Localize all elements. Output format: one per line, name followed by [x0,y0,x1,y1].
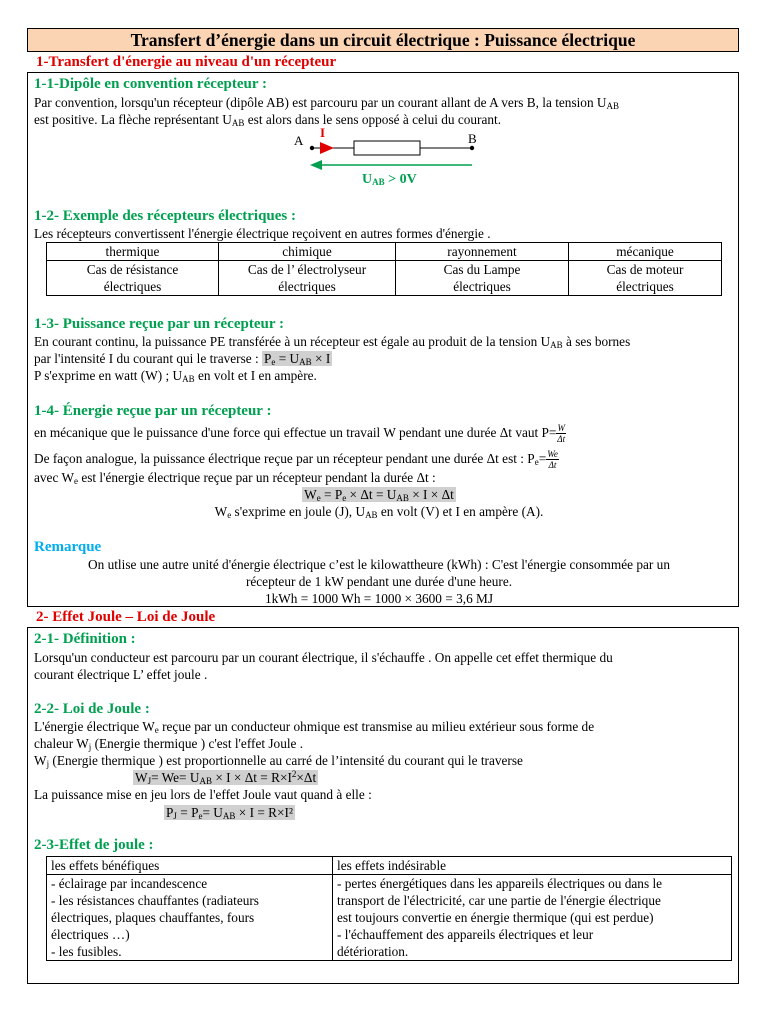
remark-text [34,556,724,607]
s14-heading: 1-4- Énergie reçue par un récepteur : [34,403,272,419]
remark-heading: Remarque [34,539,102,555]
voltage-label: $U_{AB} > 0V$ [362,172,417,187]
s13-text [34,333,724,384]
table-row [47,875,732,961]
s13-heading: 1-3- Puissance reçue par un récepteur : [34,316,284,332]
table-header: les effets bénéfiques [47,857,333,875]
s22-line2: chaleur $W_j$ (Energie thermique ) c'est l'effet Joule . [34,736,304,752]
s23-heading: 2-3-Effet de joule : [34,837,154,853]
s12-heading: 1-2- Exemple des récepteurs électriques : [34,208,297,224]
dipole-diagram [282,125,492,188]
node-a [310,146,314,150]
s13-line3: P s'exprime en watt (W) ; $U_{AB}$ en volt et I en ampère. [34,368,317,384]
joule-energy-formula: $W_J= We= U_{AB} \times I \times \Delta t = R\times I^2\times\Delta t$ [135,769,317,786]
energy-formula-line [34,486,724,503]
resistor-shape [354,141,420,155]
s22-line1: L'énergie électrique $W_e$ reçue par un conducteur ohmique est transmise au milieu extérieur sous forme de [34,719,595,735]
s22-heading: 2-2- Loi de Joule : [34,701,150,717]
label-b: B [468,131,477,146]
table-cell: Cas de moteur électriques [569,261,722,296]
s21-line2: courant électrique L’ effet joule . [34,667,208,682]
s11-line1: Par convention, lorsqu'un récepteur (dipôle AB) est parcouru par un courant allant de A vers B, la tension $U_{AB}$ [34,95,620,111]
table-cell: Cas du Lampe électriques [396,261,569,296]
s11-line2: est positive. La flèche représentant $U_{AB}$ est alors dans le sens opposé à celui du courant. [34,112,502,128]
table-header: les effets indésirable [333,857,732,875]
table-header: mécanique [569,243,722,261]
s11-heading: 1-1-Dipôle en convention récepteur : [34,76,268,92]
s11-text [34,94,724,128]
part2-heading: 2- Effet Joule – Loi de Joule [36,609,216,625]
table-row [47,261,722,296]
power-formula: $P_e = U_{AB} \times I$ [264,351,331,367]
s21-line1: Lorsqu'un conducteur est parcouru par un courant électrique, il s'échauffe . On appelle cet effet thermique du [34,650,613,665]
table-header: rayonnement [396,243,569,261]
s22-line3: $W_j$ (Energie thermique ) est proportionnelle au carré de l’intensité du courant qui le traverse [34,753,523,769]
s13-line2: par l'intensité I du courant qui le traverse : $P_e = U_{AB} \times I$ [34,351,331,367]
voltage-arrow-icon [310,160,322,170]
s14-line3: avec $W_e$ est l'énergie électrique reçue par un récepteur pendant la durée Δt : [34,470,436,486]
joule-effects-table [46,856,732,961]
label-a: A [294,133,304,148]
page-title: Transfert d’énergie dans un circuit électrique : Puissance électrique [27,28,739,52]
table-cell: Cas de résistance électriques [47,261,219,296]
energy-formula: $W_e = P_e \times \Delta t = U_{AB} \times I \times \Delta t$ [304,487,454,503]
remark-line2: récepteur de 1 kW pendant une durée d'une heure. [245,574,513,589]
s13-line1: En courant continu, la puissance PE transférée à un récepteur est égale au produit de la tension $U_{AB}$ à ses bornes [34,334,631,350]
s22-line5: La puissance mise en jeu lors de l'effet Joule vaut quand à elle : [34,787,372,802]
remark-line3: 1kWh = 1000 Wh = 1000 × 3600 = 3,6 MJ [264,591,494,606]
s14-line2: De façon analogue, la puissance électrique reçue par un récepteur pendant une durée Δt est : $P_e=$ $\frac{We}{\Delta t}$ [34,449,558,470]
fraction-w-dt: $\frac{W}{\Delta t}$ [557,423,566,444]
joule-power-formula: $P_J = P_e= U_{AB} \times I = R\times I^2$ [166,805,293,821]
label-i: I [320,125,326,140]
part1-heading: 1-Transfert d'énergie au niveau d'un récepteur [36,54,337,70]
s21-heading: 2-1- Définition : [34,631,136,647]
s14-units: $W_e$ s'exprime en joule (J), $U_{AB}$ en volt (V) et I en ampère (A). [214,504,544,520]
table-header-row [47,857,732,875]
table-header: thermique [47,243,219,261]
s12-text: Les récepteurs convertissent l'énergie électrique reçoivent en autres formes d'énergie . [34,226,491,241]
s22-text [34,718,724,821]
drawbacks-cell: - pertes énergétiques dans les appareils électriques ou dans le transport de l'électricité, car une partie de l'énergie électrique est toujours convertie en énergie thermique (qui est perdue) - l'échauffement des appareils électriques et leur détérioration. [333,875,732,961]
s21-text [34,649,724,683]
remark-line1: On utlise une autre unité d'énergie électrique c’est le kilowattheure (kWh) : C'est l'énergie consommée par un [88,557,670,572]
benefits-cell: - éclairage par incandescence - les résistances chauffantes (radiateurs électriques, plaques chauffantes, fours électriques …) - les fusibles. [47,875,333,961]
s14-line1: en mécanique que le puissance d'une force qui effectue un travail W pendant une durée Δt vaut P= $\frac{W}{\Delta t}$ [34,423,566,444]
joule-formula-line [34,769,724,786]
table-header-row [47,243,722,261]
receptor-table [46,242,722,296]
current-arrow-icon [320,142,334,154]
fraction-we-dt: $\frac{We}{\Delta t}$ [547,449,558,470]
joule-power-formula-line [34,804,724,821]
table-cell: Cas de l’ électrolyseur électriques [219,261,396,296]
table-header: chimique [219,243,396,261]
